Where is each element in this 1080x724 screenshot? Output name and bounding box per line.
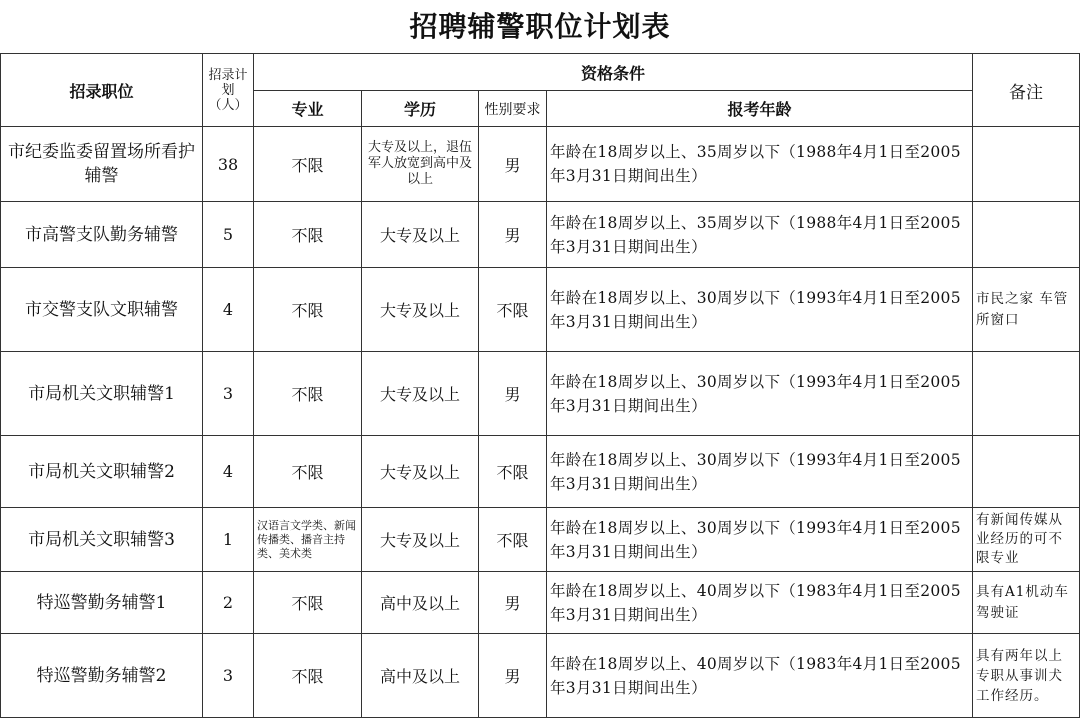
cell-major: 不限	[254, 436, 362, 508]
cell-age: 年龄在18周岁以上、40周岁以下（1983年4月1日至2005年3月31日期间出生）	[547, 572, 973, 634]
table-row	[1, 268, 1080, 352]
header-position: 招录职位	[1, 54, 203, 127]
cell-plan: 5	[203, 202, 254, 268]
cell-major: 汉语言文学类、新闻传播类、播音主持类、美术类	[254, 508, 362, 572]
cell-plan: 1	[203, 508, 254, 572]
cell-major: 不限	[254, 268, 362, 352]
cell-plan: 4	[203, 268, 254, 352]
cell-remarks: 有新闻传媒从业经历的可不限专业	[973, 508, 1080, 572]
table-row	[1, 572, 1080, 634]
cell-position: 市局机关文职辅警2	[1, 436, 203, 508]
cell-gender: 不限	[479, 268, 547, 352]
cell-remarks: 具有两年以上专职从事训犬工作经历。	[973, 634, 1080, 718]
cell-age: 年龄在18周岁以上、35周岁以下（1988年4月1日至2005年3月31日期间出生）	[547, 127, 973, 202]
cell-age: 年龄在18周岁以上、40周岁以下（1983年4月1日至2005年3月31日期间出生）	[547, 634, 973, 718]
cell-position: 市局机关文职辅警1	[1, 352, 203, 436]
table-row	[1, 436, 1080, 508]
header-gender: 性别要求	[479, 91, 547, 127]
page-title: 招聘辅警职位计划表	[409, 10, 671, 43]
cell-plan: 3	[203, 634, 254, 718]
cell-position: 特巡警勤务辅警1	[1, 572, 203, 634]
cell-position: 市交警支队文职辅警	[1, 268, 203, 352]
table-row	[1, 634, 1080, 718]
cell-position: 市纪委监委留置场所看护辅警	[1, 127, 203, 202]
table-row	[1, 508, 1080, 572]
cell-remarks	[973, 127, 1080, 202]
cell-age: 年龄在18周岁以上、30周岁以下（1993年4月1日至2005年3月31日期间出生）	[547, 268, 973, 352]
cell-gender: 男	[479, 572, 547, 634]
cell-age: 年龄在18周岁以上、30周岁以下（1993年4月1日至2005年3月31日期间出生）	[547, 352, 973, 436]
cell-education: 大专及以上	[362, 508, 479, 572]
cell-position: 特巡警勤务辅警2	[1, 634, 203, 718]
header-age: 报考年龄	[547, 91, 973, 127]
cell-plan: 4	[203, 436, 254, 508]
table-row	[1, 352, 1080, 436]
cell-age: 年龄在18周岁以上、30周岁以下（1993年4月1日至2005年3月31日期间出生）	[547, 436, 973, 508]
cell-education: 大专及以上	[362, 202, 479, 268]
cell-major: 不限	[254, 127, 362, 202]
cell-education: 大专及以上	[362, 352, 479, 436]
header-row-1	[1, 54, 1080, 91]
cell-major: 不限	[254, 572, 362, 634]
cell-age: 年龄在18周岁以上、35周岁以下（1988年4月1日至2005年3月31日期间出生）	[547, 202, 973, 268]
cell-major: 不限	[254, 352, 362, 436]
header-plan: 招录计划（人）	[203, 54, 254, 127]
cell-education: 大专及以上	[362, 268, 479, 352]
cell-age: 年龄在18周岁以上、30周岁以下（1993年4月1日至2005年3月31日期间出生）	[547, 508, 973, 572]
cell-plan: 3	[203, 352, 254, 436]
recruitment-table	[0, 53, 1080, 718]
cell-education: 高中及以上	[362, 572, 479, 634]
cell-education: 大专及以上，退伍军人放宽到高中及以上	[362, 127, 479, 202]
cell-major: 不限	[254, 634, 362, 718]
cell-gender: 不限	[479, 508, 547, 572]
header-remarks: 备注	[973, 54, 1080, 127]
cell-gender: 男	[479, 127, 547, 202]
cell-remarks: 具有A1机动车驾驶证	[973, 572, 1080, 634]
cell-remarks	[973, 352, 1080, 436]
header-qualifications: 资格条件	[254, 54, 973, 91]
cell-gender: 男	[479, 634, 547, 718]
cell-education: 高中及以上	[362, 634, 479, 718]
cell-remarks	[973, 202, 1080, 268]
cell-major: 不限	[254, 202, 362, 268]
cell-gender: 男	[479, 352, 547, 436]
cell-position: 市高警支队勤务辅警	[1, 202, 203, 268]
cell-plan: 38	[203, 127, 254, 202]
cell-remarks	[973, 436, 1080, 508]
cell-gender: 男	[479, 202, 547, 268]
cell-remarks: 市民之家 车管所窗口	[973, 268, 1080, 352]
table-row	[1, 202, 1080, 268]
cell-gender: 不限	[479, 436, 547, 508]
cell-education: 大专及以上	[362, 436, 479, 508]
cell-position: 市局机关文职辅警3	[1, 508, 203, 572]
header-education: 学历	[362, 91, 479, 127]
table-row	[1, 127, 1080, 202]
header-major: 专业	[254, 91, 362, 127]
cell-plan: 2	[203, 572, 254, 634]
